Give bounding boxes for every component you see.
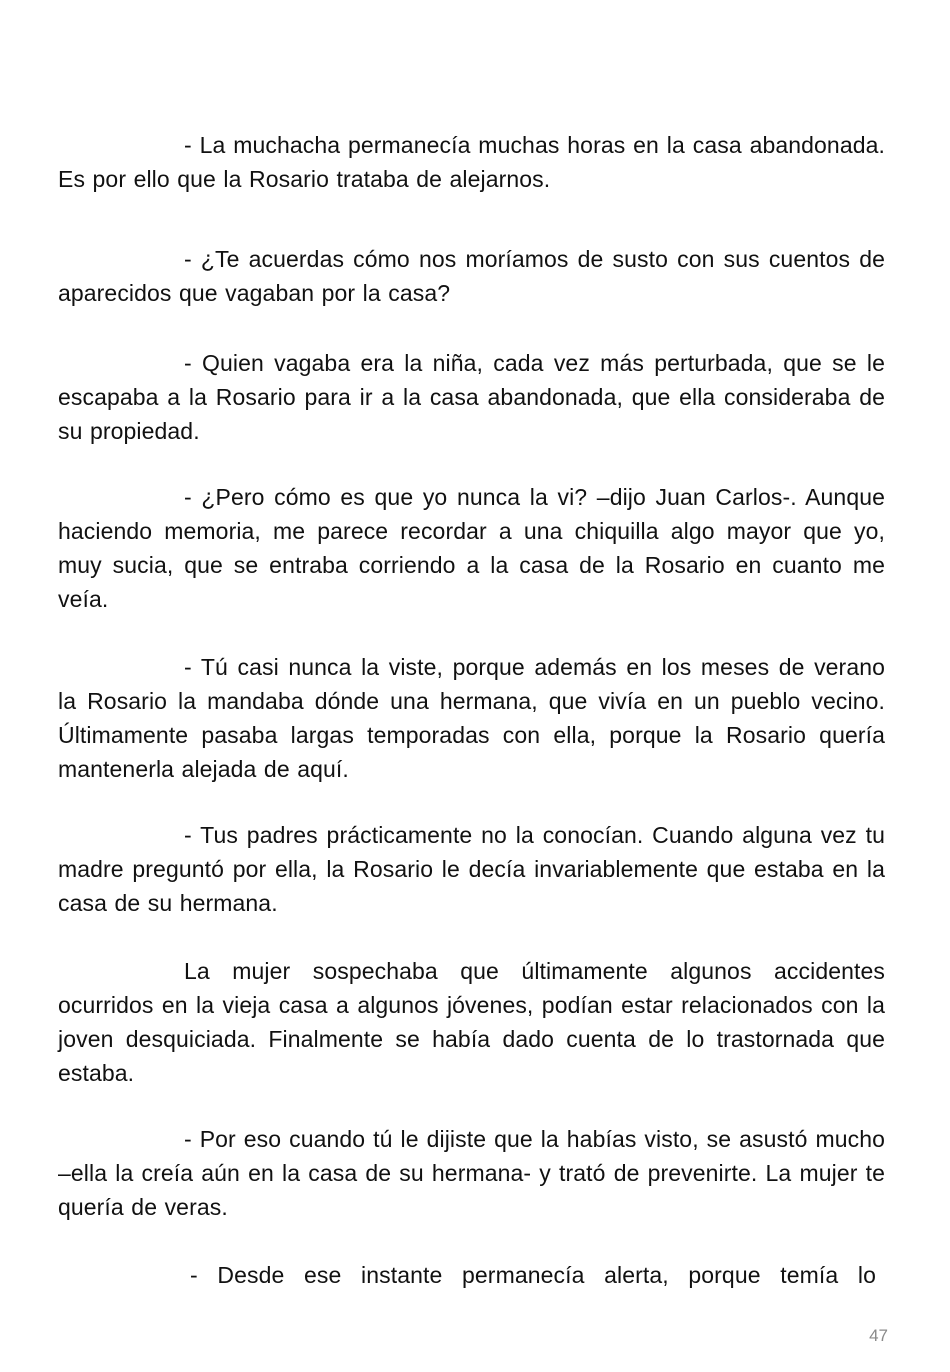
paragraph-9: - Desde ese instante permanecía alerta, porque temía lo [190, 1262, 876, 1288]
paragraph-3: - Quien vagaba era la niña, cada vez más perturbada, que se le escapaba a la Rosario para ir a la casa abandonada, que ella consideraba de su propiedad. [58, 350, 885, 444]
paragraph-6: - Tus padres prácticamente no la conocían. Cuando alguna vez tu madre preguntó por ella, la Rosario le decía invariablemente que estaba en la casa de su hermana. [58, 822, 885, 916]
paragraph-8: - Por eso cuando tú le dijiste que la habías visto, se asustó mucho –ella la creía aún en la casa de su hermana- y trató de prevenirte. La mujer te quería de veras. [58, 1126, 885, 1220]
page-number: 47 [869, 1326, 888, 1345]
paragraph-7: La mujer sospechaba que últimamente algunos accidentes ocurridos en la vieja casa a algunos jóvenes, podían estar relacionados con la joven desquiciada. Finalmente se había dado cuenta de lo trastornada que estaba. [58, 958, 885, 1086]
paragraph-2: - ¿Te acuerdas cómo nos moríamos de susto con sus cuentos de aparecidos que vagaban por la casa? [58, 246, 885, 306]
paragraph-4: - ¿Pero cómo es que yo nunca la vi? –dijo Juan Carlos-. Aunque haciendo memoria, me parece recordar a una chiquilla algo mayor que yo, muy sucia, que se entraba corriendo a la casa de la Rosario en cuanto me veía. [58, 484, 885, 612]
paragraph-5: - Tú casi nunca la viste, porque además en los meses de verano la Rosario la mandaba dónde una hermana, que vivía en un pueblo vecino. Últimamente pasaba largas temporadas con ella, porque la Rosario quería mantenerla alejada de aquí. [58, 654, 885, 782]
paragraph-1: - La muchacha permanecía muchas horas en la casa abandonada. Es por ello que la Rosario trataba de alejarnos. [58, 132, 885, 192]
